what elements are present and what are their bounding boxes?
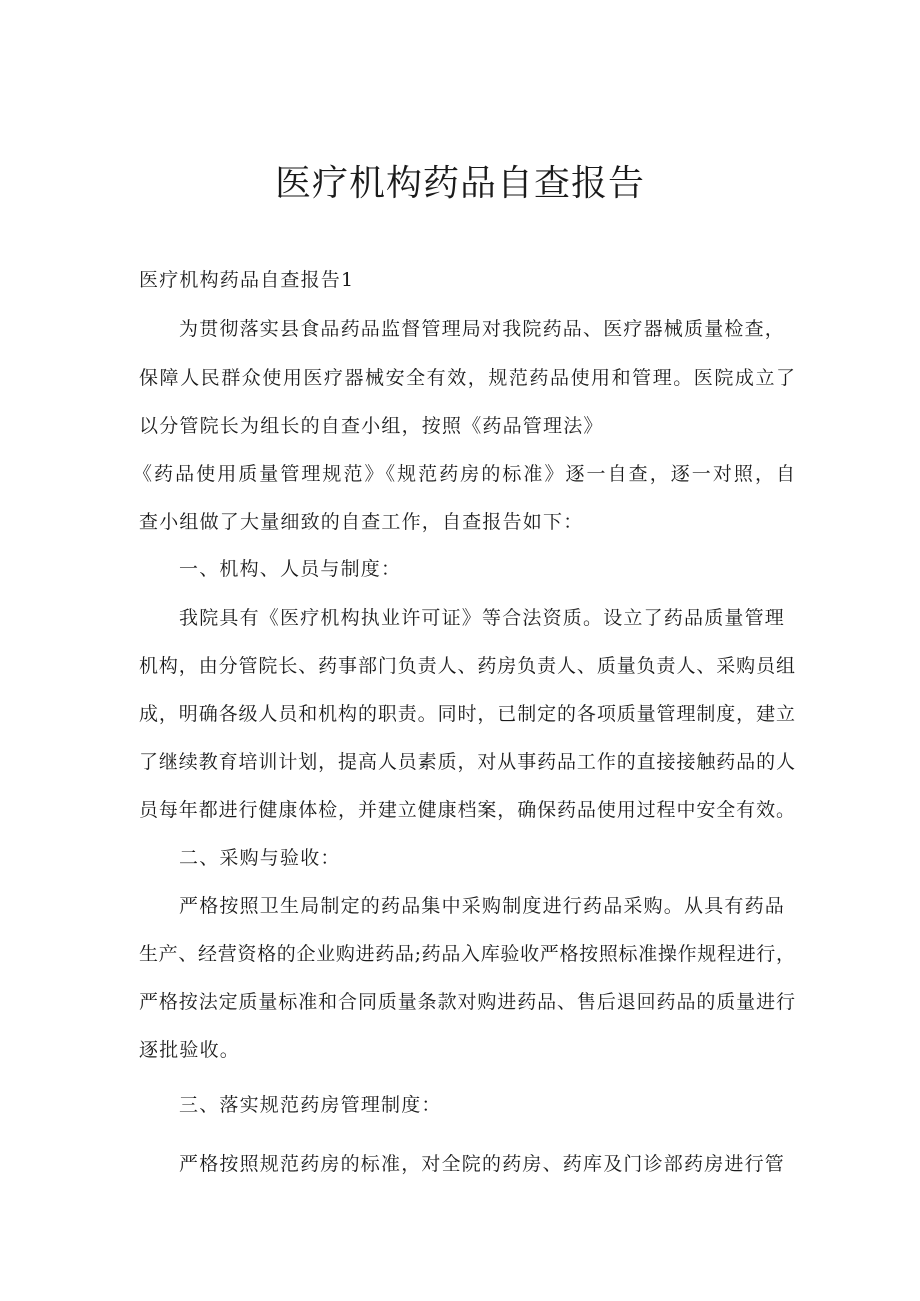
paragraph-line: 机构，由分管院长、药事部门负责人、药房负责人、质量负责人、采购员组 [139,655,795,677]
intro-line: 为贯彻落实县食品药品监督管理局对我院药品、医疗器械质量检查， [179,318,786,340]
paragraph-line: 员每年都进行健康体检，并建立健康档案，确保药品使用过程中安全有效。 [139,799,795,821]
section-heading: 一、机构、人员与制度： [179,558,402,580]
paragraph-line: 严格按法定质量标准和合同质量条款对购进药品、售后退回药品的质量进行 [139,991,795,1013]
intro-line: 以分管院长为组长的自查小组，按照《药品管理法》 [139,415,604,437]
section-heading: 二、采购与验收： [179,847,341,869]
intro-line: 《药品使用质量管理规范》《规范药房的标准》逐一自查，逐一对照，自 [133,463,795,485]
paragraph-line: 生产、经营资格的企业购进药品;药品入库验收严格按照标准操作规程进行， [139,943,795,965]
paragraph-line: 严格按照卫生局制定的药品集中采购制度进行药品采购。从具有药品 [179,895,786,917]
subtitle: 医疗机构药品自查报告1 [139,269,355,291]
paragraph-line: 我院具有《医疗机构执业许可证》等合法资质。设立了药品质量管理 [179,607,786,629]
section-heading: 三、落实规范药房管理制度： [179,1094,442,1116]
paragraph-line: 逐批验收。 [139,1039,241,1061]
document-title: 医疗机构药品自查报告 [274,163,645,204]
paragraph-line: 严格按照规范药房的标准，对全院的药房、药库及门诊部药房进行管 [179,1153,786,1175]
intro-line: 查小组做了大量细致的自查工作，自查报告如下： [139,511,584,533]
paragraph-line: 了继续教育培训计划，提高人员素质，对从事药品工作的直接接触药品的人 [139,751,795,773]
intro-line: 保障人民群众使用医疗器械安全有效，规范药品使用和管理。医院成立了 [139,367,795,389]
paragraph-line: 成，明确各级人员和机构的职责。同时，已制定的各项质量管理制度，建立 [139,703,795,725]
